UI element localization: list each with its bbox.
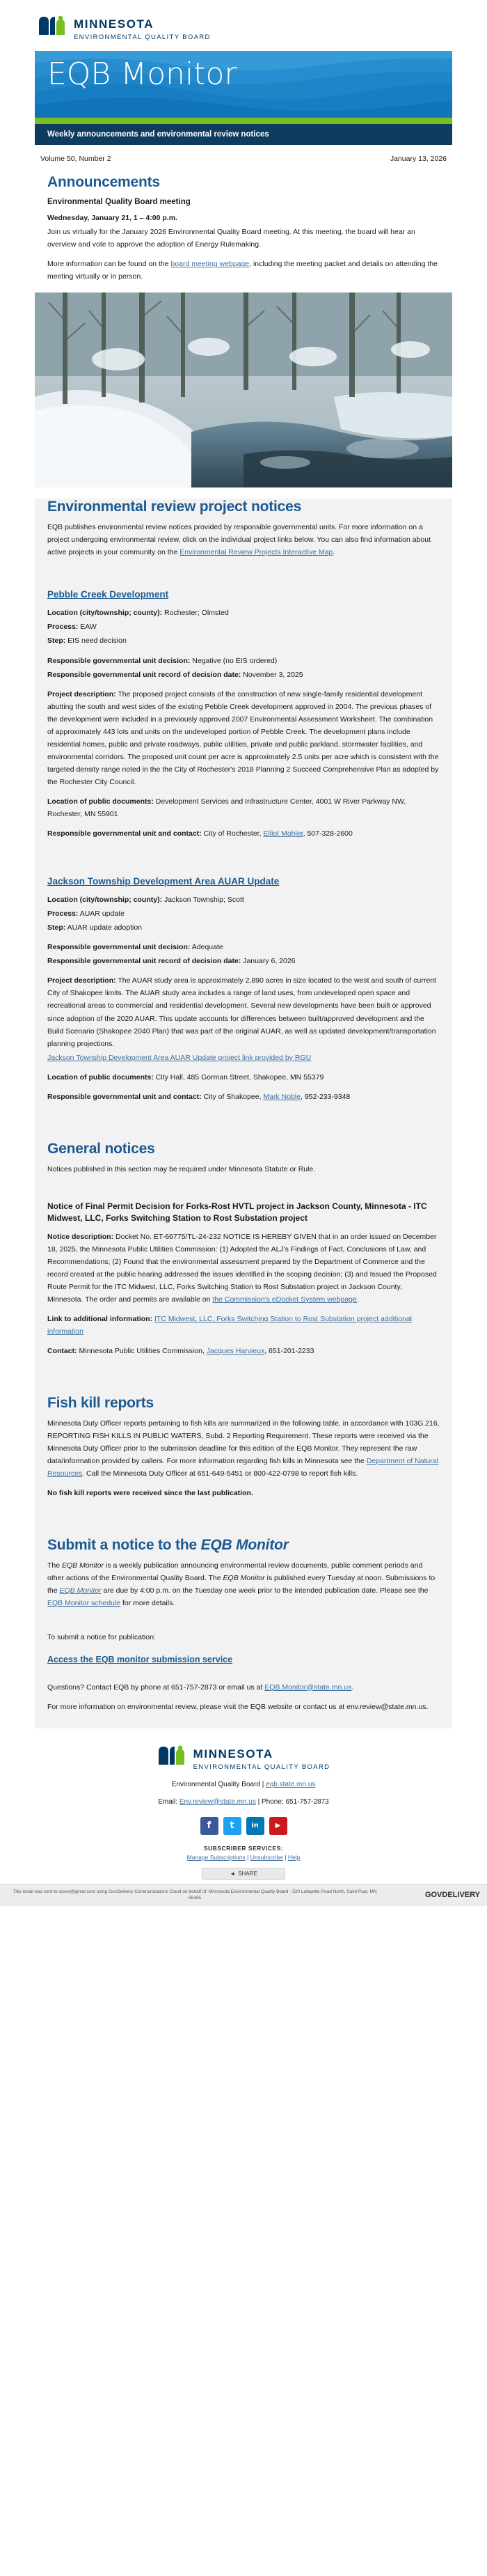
meeting-datetime: Wednesday, January 21, 1 – 4:00 p.m. bbox=[47, 214, 177, 222]
decision-value: Adequate bbox=[190, 943, 223, 952]
hero-tagline: Weekly announcements and environmental review notices bbox=[35, 124, 452, 145]
decision-value: Negative (no EIS ordered) bbox=[190, 656, 278, 665]
share-icon: ◄ bbox=[230, 1870, 236, 1877]
fish-kill-text: Minnesota Duty Officer reports pertaining to fish kills are summarized in the following table, in accordance with 103G.216, REPORTING FISH KILLS IN PUBLIC WATERS, Subd. 2 Reporting Requirement. These reports were received via the Minnesota Duty Officer prior to the submission deadline for this edition of the EQB Monitor. They represent the raw data/information provided by callers. For more information regarding fish kills in Minnesota see the bbox=[47, 1419, 440, 1466]
public-docs-value: City Hall, 485 Gorman Street, Shakopee, MN 55379 bbox=[153, 1072, 324, 1082]
board-meeting-webpage-link[interactable]: board meeting webpage bbox=[170, 260, 250, 269]
project-title-link[interactable]: Pebble Creek Development bbox=[47, 589, 169, 600]
submit-p1-c: is published every Tuesday at noon. Submissions to the bbox=[47, 1574, 436, 1595]
more-info-suffix: , including the meeting packet and details on attending the meeting virtually or in person. bbox=[47, 260, 438, 281]
contact-org: Minnesota Public Utilities Commission, bbox=[77, 1346, 207, 1355]
subscriber-services bbox=[0, 1835, 487, 1884]
contact-phone: , 651-201-2233 bbox=[264, 1346, 314, 1355]
project-notice-item bbox=[47, 866, 440, 1103]
footer-brand-subtitle: ENVIRONMENTAL QUALITY BOARD bbox=[193, 1763, 330, 1771]
fish-kill-heading: Fish kill reports bbox=[47, 1395, 154, 1412]
footer-email-line bbox=[0, 1798, 487, 1806]
footer-org-name: Environmental Quality Board bbox=[171, 1780, 260, 1788]
location-value: Jackson Township; Scott bbox=[162, 896, 244, 905]
step-label: Step: bbox=[47, 637, 66, 646]
subscriber-services-title: SUBSCRIBER SERVICES: bbox=[203, 1844, 284, 1852]
project-title-link[interactable]: Jackson Township Development Area AUAR Update bbox=[47, 876, 280, 887]
share-button[interactable] bbox=[202, 1868, 285, 1880]
fish-kill-text-suffix: . Call the Minnesota Duty Officer at 651-649-5451 or 800-422-0798 to report fish kills. bbox=[82, 1469, 358, 1478]
help-link[interactable]: Help bbox=[287, 1853, 301, 1861]
environmental-review-section bbox=[35, 499, 452, 1728]
facebook-icon[interactable]: f bbox=[200, 1817, 218, 1835]
rod-date-value: January 6, 2026 bbox=[241, 957, 296, 966]
public-docs-value: Development Services and Infrastructure Center, 4001 W River Parkway NW, Rochester, MN 55901 bbox=[47, 797, 406, 819]
hero-banner bbox=[35, 51, 452, 145]
winter-creek-photo bbox=[35, 292, 452, 487]
subscriber-links bbox=[0, 1854, 487, 1861]
step-label: Step: bbox=[47, 923, 66, 932]
contact-label: Contact: bbox=[47, 1346, 77, 1355]
mn-abstract-logo-icon bbox=[38, 15, 67, 36]
submit-heading-emphasis: EQB Monitor bbox=[200, 1537, 289, 1554]
mn-abstract-logo-icon bbox=[157, 1745, 186, 1770]
submit-heading bbox=[47, 1537, 440, 1554]
footer-brand-logo bbox=[0, 1745, 487, 1771]
decision-label: Responsible governmental unit decision: bbox=[47, 943, 191, 952]
hero-wave-image bbox=[35, 51, 452, 118]
rgu-phone: , 507-328-2600 bbox=[303, 829, 353, 838]
submit-paragraph bbox=[47, 1559, 440, 1609]
env-review-intro bbox=[47, 521, 440, 559]
sub-sep-1: | bbox=[245, 1853, 250, 1861]
issue-date: January 13, 2026 bbox=[390, 155, 447, 163]
submit-p1-e: for more details. bbox=[120, 1599, 175, 1608]
env-review-heading: Environmental review project notices bbox=[47, 499, 302, 515]
youtube-icon[interactable]: ▶ bbox=[269, 1817, 287, 1835]
description-label: Project description: bbox=[47, 689, 116, 698]
footer-email-link[interactable]: Env.review@state.mn.us bbox=[179, 1797, 256, 1806]
legal-text: This email was sent to xxxxx@gmail.com using GovDelivery Communications Cloud on behalf of: Minnesota Environmental Quality Board · 520 Lafayette Road North, Saint Paul, MN 55155 bbox=[13, 1889, 377, 1901]
public-docs-label: Location of public documents: bbox=[47, 797, 154, 806]
notice-description bbox=[47, 1231, 440, 1306]
questions-paragraph bbox=[47, 1681, 440, 1694]
submission-service-link[interactable]: Access the EQB monitor submission service bbox=[47, 1654, 233, 1664]
env-intro-prefix: EQB publishes environmental review notices provided by responsible governmental units. For more information on a project undergoing environmental review, click on the individual project links below. You can also find information about active projects in your community on the bbox=[47, 523, 431, 557]
eqb-monitor-email-link[interactable]: EQB.Monitor@state.mn.us bbox=[264, 1683, 352, 1692]
submit-p1-d: are due by 4:00 p.m. on the Tuesday one week prior to the intended publication date. Please see the bbox=[101, 1586, 429, 1595]
step-value: EIS need decision bbox=[65, 637, 127, 646]
process-label: Process: bbox=[47, 910, 79, 919]
eqb-monitor-link[interactable]: EQB Monitor bbox=[59, 1586, 102, 1595]
mn-brand-logo bbox=[38, 15, 487, 41]
brand-subtitle: ENVIRONMENTAL QUALITY BOARD bbox=[74, 33, 211, 41]
rgu-contact-label: Responsible governmental unit and contact: bbox=[47, 1092, 202, 1101]
submit-notice-section bbox=[47, 1537, 440, 1728]
submit-p1-b: is a weekly publication announcing environmental review documents, public comment periods and other actions of the Environmental Quality Board. The bbox=[47, 1561, 423, 1583]
linkedin-icon[interactable]: in bbox=[246, 1817, 264, 1835]
description-value: The proposed project consists of the construction of new single-family residential development abutting the south and west sides of the existing Pebble Creek development approved in 2004. The previous phases of the development were included in a previously approved 2007 Environmental Assessment Worksheet. The combination of approximately 443 lots and units on the undeveloped portion of Pebble Creek. The development plans include residential homes, public and private roadways, public utilities, private and public parkland, stormwater facilities, and environmental corridors. The proposed unit count per acre is approximately 2.5 units per acre which is consistent with the targeted density range noted in the the City of Rochester's 2018 Planning 2 Succeed Comprehensive Plan as adopted by the Rochester City Council. bbox=[47, 689, 439, 786]
additional-info-link[interactable]: ITC Midwest, LLC, Forks Switching Station to Rost Substation project additional information bbox=[47, 1314, 413, 1336]
brand-name: MINNESOTA bbox=[74, 17, 154, 31]
dnr-link[interactable]: Department of Natural Resources bbox=[47, 1457, 439, 1478]
footer-phone: | Phone: 651-757-2873 bbox=[255, 1797, 329, 1806]
general-notices-section bbox=[47, 1141, 440, 1357]
submit-p1-em2: EQB Monitor bbox=[223, 1574, 265, 1583]
meeting-title: Environmental Quality Board meeting bbox=[47, 198, 191, 206]
share-label: SHARE bbox=[238, 1870, 257, 1877]
footer-sep: | bbox=[260, 1780, 266, 1788]
rgu-value-prefix: City of Shakopee, bbox=[201, 1092, 264, 1101]
rod-date-value: November 3, 2025 bbox=[241, 670, 303, 679]
submit-p1-em1: EQB Monitor bbox=[62, 1561, 104, 1570]
rgu-phone: , 952-233-9348 bbox=[301, 1092, 351, 1101]
step-value: AUAR update adoption bbox=[65, 923, 142, 932]
notice-desc-label: Notice description: bbox=[47, 1232, 114, 1241]
masthead-row bbox=[35, 155, 452, 163]
footer-email-label: Email: bbox=[158, 1797, 179, 1806]
description-label: Project description: bbox=[47, 976, 116, 985]
rod-date-label: Responsible governmental unit record of decision date: bbox=[47, 957, 241, 966]
manage-subscriptions-link[interactable]: Manage Subscriptions bbox=[186, 1853, 246, 1861]
process-value: AUAR update bbox=[78, 910, 125, 919]
volume-number: Volume 50, Number 2 bbox=[40, 155, 111, 163]
unsubscribe-link[interactable]: Unsubscribe bbox=[250, 1853, 283, 1861]
submit-p1-a: The bbox=[47, 1561, 63, 1570]
meeting-body: Join us virtually for the January 2026 Environmental Quality Board meeting. At this meeting, the board will hear an overview and vote to approve the adoption of Energy Rulemaking. bbox=[47, 228, 415, 249]
sub-sep-2: | bbox=[282, 1853, 288, 1861]
general-notices-heading: General notices bbox=[47, 1140, 155, 1157]
project-rgu-link[interactable]: Jackson Township Development Area AUAR Update project link provided by RGU bbox=[47, 1053, 312, 1062]
decision-label: Responsible governmental unit decision: bbox=[47, 656, 191, 665]
govdelivery-logo: GOVDELIVERY bbox=[424, 1891, 480, 1900]
eqb-monitor-schedule-link[interactable]: EQB Monitor schedule bbox=[47, 1599, 121, 1608]
announcements-heading: Announcements bbox=[47, 174, 160, 190]
hero-title: EQB Monitor bbox=[47, 56, 237, 92]
process-label: Process: bbox=[47, 623, 79, 632]
env-intro-suffix: . bbox=[333, 548, 335, 557]
footer-org-line bbox=[0, 1781, 487, 1788]
edocket-system-link[interactable]: the Commission's eDocket System webpage bbox=[212, 1295, 357, 1304]
general-notices-intro: Notices published in this section may be required under Minnesota Statute or Rule. bbox=[47, 1164, 316, 1173]
notice-contact bbox=[47, 1345, 440, 1357]
legal-footer bbox=[0, 1884, 487, 1907]
interactive-map-link[interactable]: Environmental Review Projects Interactive Map bbox=[179, 548, 333, 557]
questions-suffix: . bbox=[351, 1683, 354, 1692]
more-info-paragraph: For more information on environmental review, please visit the EQB website or contact us at env.review@state.mn.us. bbox=[47, 1702, 429, 1711]
more-info-prefix: More information can be found on the bbox=[47, 260, 171, 269]
announcements-section bbox=[35, 174, 452, 283]
project-notice-item bbox=[47, 579, 440, 840]
notice-additional-info bbox=[47, 1313, 440, 1338]
contact-person-link[interactable]: Jacques Harvieux bbox=[206, 1346, 265, 1355]
fish-kill-body bbox=[47, 1417, 440, 1480]
hero-green-rule bbox=[35, 118, 452, 124]
eqb-website-link[interactable]: eqb.state.mn.us bbox=[266, 1780, 316, 1788]
location-label: Location (city/township; county): bbox=[47, 609, 163, 618]
questions-text: Questions? Contact EQB by phone at 651-757-2873 or email us at bbox=[47, 1683, 265, 1692]
rod-date-label: Responsible governmental unit record of decision date: bbox=[47, 670, 241, 679]
public-docs-label: Location of public documents: bbox=[47, 1072, 154, 1082]
description-value: The AUAR study area is approximately 2,890 acres in size located to the west and south of current City of Shakopee limits. The AUAR study area includes a range of land uses, from undeveloped open space and recreational areas to commercial and residential development. Several new developments have been built or approved since adoption of the 2020 AUAR. This update accounts for differences between built/approved development and the Build Scenario (Shakopee 2040 Plan) that was part of the original AUAR, as well as updated development/transportation planning projections. bbox=[47, 976, 436, 1048]
submit-heading-prefix: Submit a notice to the bbox=[47, 1537, 201, 1554]
location-label: Location (city/township; county): bbox=[47, 896, 163, 905]
rgu-contact-link[interactable]: Mark Noble bbox=[263, 1092, 301, 1101]
footer-brand-name: MINNESOTA bbox=[193, 1747, 273, 1761]
rgu-contact-label: Responsible governmental unit and contact: bbox=[47, 829, 202, 838]
process-value: EAW bbox=[78, 623, 97, 632]
twitter-icon[interactable]: t bbox=[223, 1817, 241, 1835]
notice-title: Notice of Final Permit Decision for Forks-Rost HVTL project in Jackson County, Minnesota - ITC Midwest, LLC, Forks Switching Station to Rost Substation project bbox=[47, 1201, 427, 1224]
rgu-contact-link[interactable]: Elliot Mohler bbox=[263, 829, 303, 838]
additional-info-label: Link to additional information: bbox=[47, 1314, 153, 1323]
location-value: Rochester; Olmsted bbox=[162, 609, 229, 618]
submit-instructions: To submit a notice for publication: bbox=[47, 1632, 156, 1641]
footer bbox=[0, 1728, 487, 1907]
notice-desc-suffix: . bbox=[356, 1295, 359, 1304]
fish-kill-section bbox=[47, 1395, 440, 1499]
fish-kill-status: No fish kill reports were received since the last publication. bbox=[47, 1489, 253, 1498]
header-logo-bar bbox=[0, 0, 487, 51]
notice-desc-text: Docket No. ET-66775/TL-24-232 NOTICE IS HEREBY GIVEN that in an order issued on December 18, 2025, the Minnesota Public Utilities Commission: (1) Adopted the ALJ's Findings of Fact, Conclusions of Law, and Recommendations; (2) Found that the environmental assessment prepared by the Department of Commerce and the record created at the public hearing addressed the issues identified in the scoping decision; (3) and Issued the Proposed Route Permit for the ITC Midwest, LLC, Forks Switching Station to Rost Substation project in Jackson County, Minnesota. The order and permits are available on bbox=[47, 1232, 437, 1304]
rgu-value-prefix: City of Rochester, bbox=[201, 829, 264, 838]
meeting-more-info bbox=[47, 258, 440, 283]
social-links bbox=[0, 1817, 487, 1835]
